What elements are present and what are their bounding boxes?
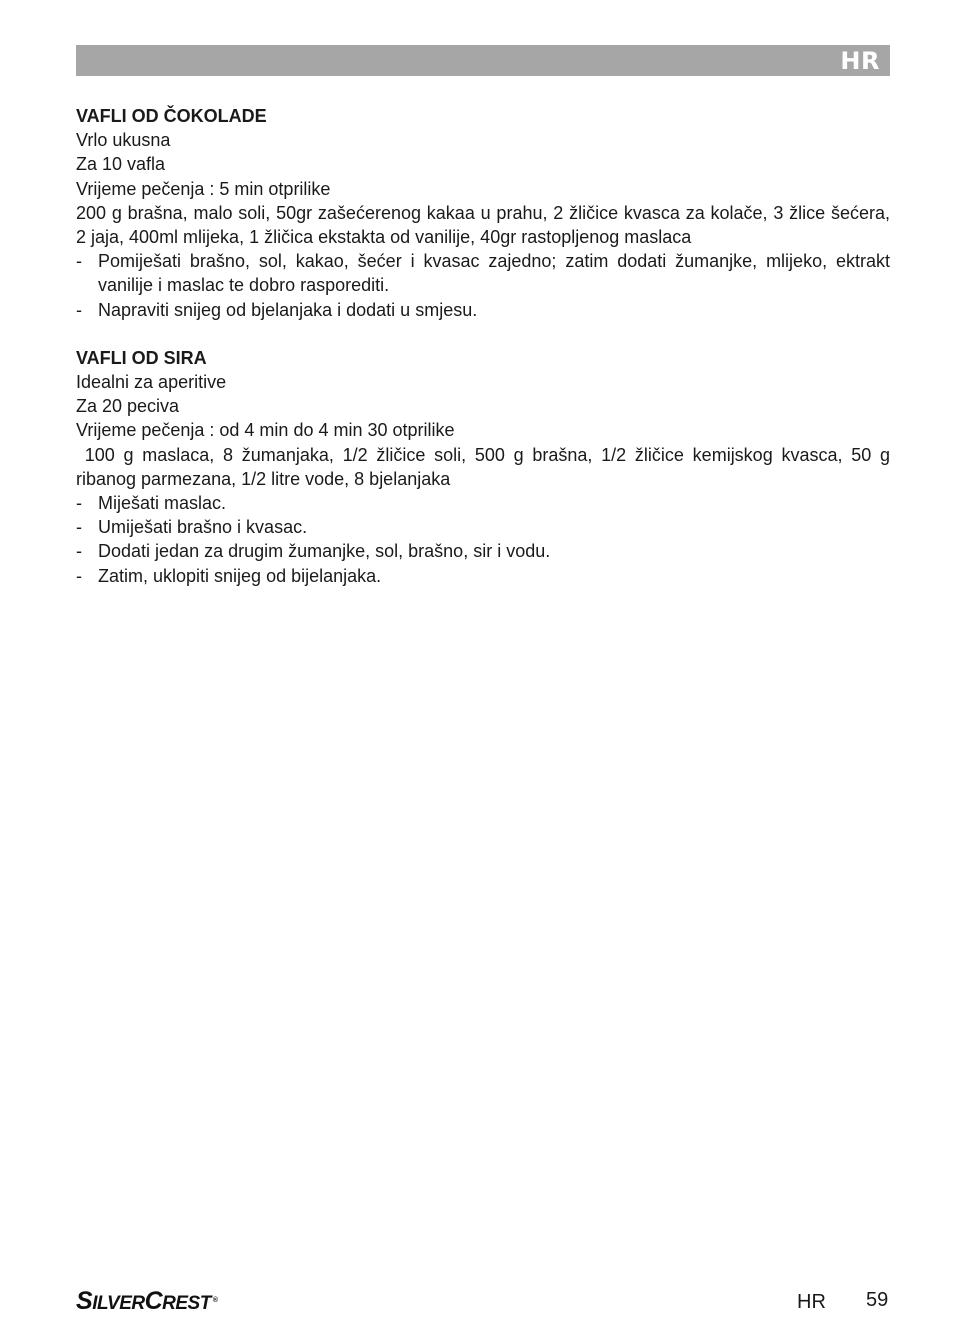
silvercrest-logo xyxy=(76,1289,218,1317)
recipe-ingredients: 200 g brašna, malo soli, 50gr zašećerenog kakaa u prahu, 2 žličice kvasca za kolače, 3 žlice šećera, 2 jaja, 400ml mlijeka, 1 žličica ekstakta od vanilije, 40gr rastopljenog maslaca xyxy=(76,202,890,248)
bullet-dash: - xyxy=(76,299,82,320)
bullet-dash: - xyxy=(76,493,82,514)
step-text: Miješati maslac. xyxy=(98,493,227,514)
list-item xyxy=(76,249,890,297)
recipe-title: VAFLI OD ČOKOLADE xyxy=(76,106,267,126)
step-text: Umiješati brašno i kvasac. xyxy=(98,517,308,538)
recipe-baking-time: Vrijeme pečenja : od 4 min do 4 min 30 otprilike xyxy=(76,420,455,441)
header-language-label: HR xyxy=(840,47,880,75)
logo-letter: S xyxy=(76,1287,93,1315)
step-text: Napraviti snijeg od bjelanjaka i dodati u smjesu. xyxy=(98,299,478,320)
step-text: Zatim, uklopiti snijeg od bijelanjaka. xyxy=(98,565,382,586)
logo-letters: REST xyxy=(162,1293,211,1314)
list-item xyxy=(76,515,890,539)
logo-letters: ILVER xyxy=(92,1293,145,1314)
list-item xyxy=(76,298,890,322)
page-number: 59 xyxy=(866,1289,889,1311)
step-text: Pomiješati brašno, sol, kakao, šećer i kvasac zajedno; zatim dodati žumanjke, mlijeko, ektrakt vanilije i maslac te dobro rasporediti. xyxy=(98,251,890,296)
list-item xyxy=(76,564,890,588)
list-item xyxy=(76,491,890,515)
footer-language-label: HR xyxy=(797,1291,826,1313)
logo-letter: C xyxy=(144,1287,163,1315)
header-bar xyxy=(76,45,890,76)
recipe-subtitle: Idealni za aperitive xyxy=(76,372,227,393)
bullet-dash: - xyxy=(76,541,82,562)
recipe-steps xyxy=(76,491,890,588)
recipe-chocolate-waffles xyxy=(76,104,890,322)
page-content xyxy=(76,104,896,588)
bullet-dash: - xyxy=(76,251,82,272)
recipe-yield: Za 10 vafla xyxy=(76,154,166,175)
recipe-title: VAFLI OD SIRA xyxy=(76,347,207,368)
bullet-dash: - xyxy=(76,565,82,586)
recipe-yield: Za 20 peciva xyxy=(76,396,180,417)
recipe-steps xyxy=(76,249,890,322)
list-item xyxy=(76,539,890,563)
recipe-ingredients: 100 g maslaca, 8 žumanjaka, 1/2 žličice soli, 500 g brašna, 1/2 žličice kemijskog kvasca, 50 g ribanog parmezana, 1/2 litre vode, 8 bjelanjaka xyxy=(76,444,896,489)
bullet-dash: - xyxy=(76,517,82,538)
recipe-subtitle: Vrlo ukusna xyxy=(76,130,171,151)
step-text: Dodati jedan za drugim žumanjke, sol, brašno, sir i vodu. xyxy=(98,541,551,562)
registered-mark: ® xyxy=(212,1297,218,1304)
recipe-baking-time: Vrijeme pečenja : 5 min otprilike xyxy=(76,178,331,199)
recipe-cheese-waffles xyxy=(76,346,896,588)
